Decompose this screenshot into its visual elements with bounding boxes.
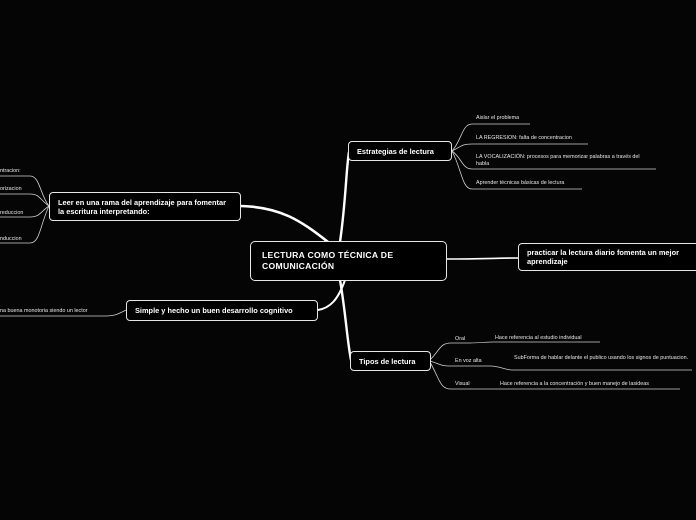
topic-label: Tipos de lectura <box>359 356 416 366</box>
topic-label: Simple y hecho un buen desarrollo cognitivo <box>135 306 293 315</box>
topic-estrategias-de-lectura[interactable] <box>348 141 452 161</box>
topic-label: Estrategias de lectura <box>357 146 434 156</box>
topic-practicar-la-lectura[interactable] <box>518 243 696 271</box>
subtopic-en-voz-alta[interactable]: En voz alta <box>455 358 482 364</box>
topic-leer-en-una-rama[interactable] <box>49 192 241 221</box>
link-central-practicar <box>446 258 519 259</box>
topic-tipos-de-lectura[interactable] <box>350 351 431 371</box>
subtopic-oral-detail[interactable]: Hace referencia al estudio individual <box>495 335 582 341</box>
subtopic-visual-detail[interactable]: Hace referencia a la concentración y buen manejo de lasideas <box>500 381 649 387</box>
central-topic[interactable] <box>250 241 447 281</box>
central-topic-label: LECTURA COMO TÉCNICA DE COMUNICACIÓN <box>262 250 394 271</box>
link-central-estrategias <box>340 152 349 242</box>
link-central-tipos <box>340 280 351 360</box>
subtopic-leer-2[interactable]: orizacion <box>0 186 22 192</box>
subtopic-aislar[interactable]: Aislar el problema <box>476 115 520 121</box>
subtopic-regresion[interactable]: LA REGRESION: falta de concentracion <box>476 135 572 141</box>
subtopic-leer-4[interactable]: nduccion <box>0 236 22 242</box>
topic-label: practicar la lectura diario fomenta un mejor aprendizaje <box>527 248 679 266</box>
subtopic-oral[interactable]: Oral <box>455 336 466 342</box>
subtopic-simple-1[interactable]: na buena monotoria siendo un lector <box>0 308 88 314</box>
link-tipos-voz-detail <box>490 366 692 370</box>
topic-label: Leer en una rama del aprendizaje para fomentar la escritura interpretando: <box>58 197 226 216</box>
subtopic-leer-3[interactable]: reduccion <box>0 210 24 216</box>
link-tipos-oral-detail <box>470 342 600 343</box>
link-leer-2 <box>0 194 49 206</box>
subtopic-visual[interactable]: Visual <box>455 381 470 387</box>
link-central-leer <box>241 206 328 242</box>
topic-simple-y-hecho[interactable] <box>126 300 318 321</box>
subtopic-tecnicas[interactable]: Aprender técnicas básicas de lectura <box>476 180 565 186</box>
subtopic-leer-1[interactable]: ntracion: <box>0 168 21 174</box>
link-estrategias-2 <box>452 144 588 151</box>
subtopic-vocalizacion[interactable]: LA VOCALIZACIÓN: procesos para memorizar palabras a través del habla <box>476 154 640 167</box>
subtopic-en-voz-alta-detail[interactable]: SubForma de hablar delante el publico usando los signos de puntuacion. <box>514 355 689 361</box>
